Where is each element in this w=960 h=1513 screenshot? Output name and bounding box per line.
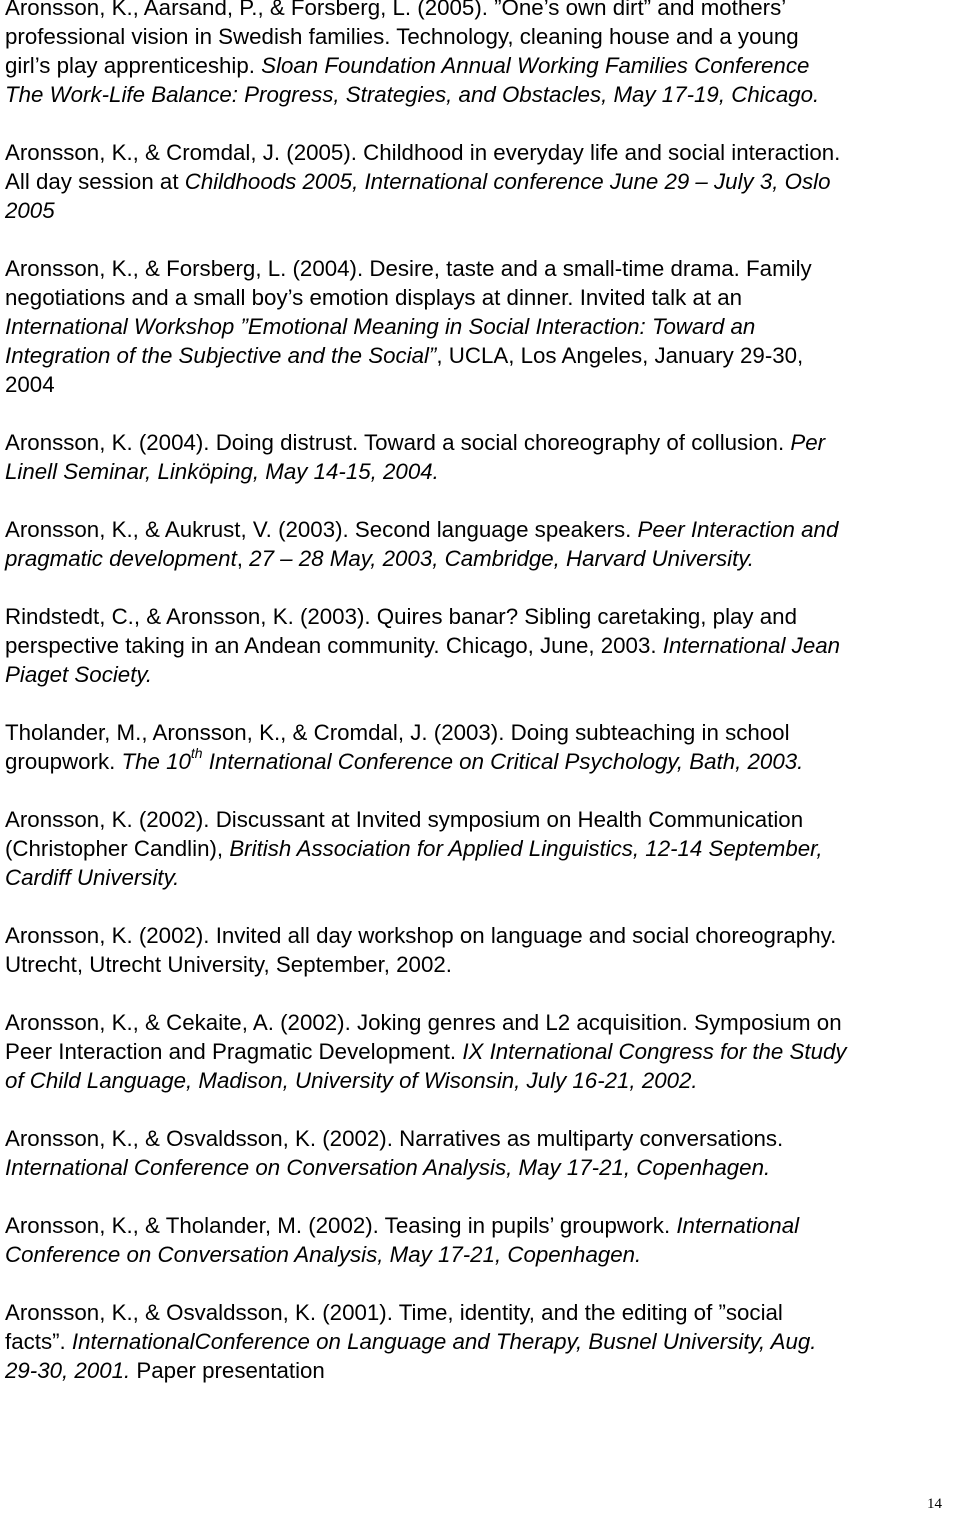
reference-entry (0, 138, 958, 225)
reference-line (5, 196, 958, 225)
reference-line (5, 341, 958, 370)
reference-line (5, 167, 958, 196)
reference-entry (0, 1298, 958, 1385)
reference-line (5, 950, 958, 979)
reference-line (5, 0, 958, 22)
reference-line (5, 1240, 958, 1269)
italic-text: Per (790, 430, 826, 455)
reference-line (5, 1066, 958, 1095)
reference-line (5, 515, 958, 544)
italic-text: The Work-Life Balance: Progress, Strategies, and Obstacles, May 17-19, Chicago. (5, 82, 820, 107)
italic-text: pragmatic development (5, 546, 237, 571)
reference-text: Aronsson, K., & Forsberg, L. (2004). Desire, taste and a small-time drama. Family (5, 256, 812, 281)
italic-text: Piaget Society. (5, 662, 153, 687)
reference-line (5, 602, 958, 631)
italic-text: 29-30, 2001. (5, 1358, 131, 1383)
reference-text: groupwork. (5, 749, 122, 774)
italic-text: Cardiff University. (5, 865, 180, 890)
italic-text: InternationalConference on Language and Therapy, Busnel University, Aug. (71, 1329, 817, 1354)
reference-text: All day session at (5, 169, 185, 194)
reference-line (5, 921, 958, 950)
reference-line (5, 254, 958, 283)
reference-line (5, 1327, 958, 1356)
reference-entry (0, 1124, 958, 1182)
reference-entry (0, 1211, 958, 1269)
italic-text: International Conference on Critical Psychology, Bath, 2003. (202, 749, 804, 774)
italic-text: International Conference on Conversation Analysis, May 17-21, Copenhagen. (5, 1155, 771, 1180)
italic-text: of Child Language, Madison, University of Wisonsin, July 16-21, 2002. (5, 1068, 698, 1093)
reference-line (5, 370, 958, 399)
reference-text: Aronsson, K., & Cekaite, A. (2002). Joking genres and L2 acquisition. Symposium on (5, 1010, 842, 1035)
reference-text: facts”. (5, 1329, 72, 1354)
italic-text: 27 – 28 May, 2003, Cambridge, Harvard University. (249, 546, 754, 571)
reference-text: Rindstedt, C., & Aronsson, K. (2003). Quires banar? Sibling caretaking, play and (5, 604, 797, 629)
italic-text: International (676, 1213, 800, 1238)
reference-text: (Christopher Candlin), (5, 836, 230, 861)
italic-text: Childhoods 2005, International conference June 29 – July 3, Oslo (184, 169, 831, 194)
reference-text: girl’s play apprenticeship. (5, 53, 262, 78)
reference-line (5, 718, 958, 747)
reference-line (5, 863, 958, 892)
reference-line (5, 747, 958, 776)
italic-text: Sloan Foundation Annual Working Families Conference (261, 53, 810, 78)
reference-text: professional vision in Swedish families. Technology, cleaning house and a young (5, 24, 799, 49)
reference-line (5, 1356, 958, 1385)
reference-text: Aronsson, K., & Osvaldsson, K. (2002). Narratives as multiparty conversations. (5, 1126, 784, 1151)
reference-line (5, 544, 958, 573)
reference-entry (0, 254, 958, 399)
italic-text: International Jean (662, 633, 841, 658)
reference-entry (0, 428, 958, 486)
reference-text: negotiations and a small boy’s emotion displays at dinner. Invited talk at an (5, 285, 743, 310)
reference-text: Aronsson, K., & Tholander, M. (2002). Teasing in pupils’ groupwork. (5, 1213, 677, 1238)
reference-entry (0, 0, 958, 109)
reference-line (5, 1124, 958, 1153)
reference-line (5, 457, 958, 486)
reference-line (5, 660, 958, 689)
reference-entry (0, 602, 958, 689)
italic-text: IX International Congress for the Study (462, 1039, 847, 1064)
reference-text: Paper presentation (130, 1358, 325, 1383)
reference-text: Tholander, M., Aronsson, K., & Cromdal, J. (2003). Doing subteaching in school (5, 720, 790, 745)
italic-text: Integration of the Subjective and the Social” (5, 343, 437, 368)
reference-line (5, 22, 958, 51)
reference-line (5, 312, 958, 341)
reference-line (5, 51, 958, 80)
italic-text: 2005 (5, 198, 55, 223)
reference-line (5, 80, 958, 109)
italic-text: Peer Interaction and (637, 517, 839, 542)
reference-text: perspective taking in an Andean community. Chicago, June, 2003. (5, 633, 663, 658)
reference-text: Aronsson, K. (2004). Doing distrust. Toward a social choreography of collusion. (5, 430, 791, 455)
reference-text: Aronsson, K., Aarsand, P., & Forsberg, L. (2005). ”One’s own dirt” and mothers’ (5, 0, 787, 20)
reference-line (5, 1008, 958, 1037)
reference-entry (0, 921, 958, 979)
reference-entry (0, 805, 958, 892)
reference-text: Utrecht, Utrecht University, September, 2002. (5, 952, 452, 977)
reference-line (5, 1153, 958, 1182)
reference-text: , UCLA, Los Angeles, January 29-30, (436, 343, 804, 368)
italic-text: Conference on Conversation Analysis, May 17-21, Copenhagen. (5, 1242, 642, 1267)
reference-text: 2004 (5, 372, 55, 397)
reference-text: Aronsson, K. (2002). Discussant at Invited symposium on Health Communication (5, 807, 804, 832)
reference-line (5, 138, 958, 167)
italic-text: The 10 (121, 749, 191, 774)
reference-text: Peer Interaction and Pragmatic Development. (5, 1039, 463, 1064)
reference-entry (0, 515, 958, 573)
italic-text: Linell Seminar, Linköping, May 14-15, 2004. (5, 459, 439, 484)
reference-line (5, 1037, 958, 1066)
italic-text: British Association for Applied Linguistics, 12-14 September, (229, 836, 823, 861)
reference-line (5, 1298, 958, 1327)
italic-text: International Workshop ”Emotional Meaning in Social Interaction: Toward an (5, 314, 756, 339)
reference-line (5, 283, 958, 312)
reference-entry (0, 1008, 958, 1095)
reference-text: Aronsson, K., & Aukrust, V. (2003). Second language speakers. (5, 517, 638, 542)
superscript-text: th (190, 745, 203, 761)
reference-line (5, 428, 958, 457)
reference-text: Aronsson, K., & Osvaldsson, K. (2001). Time, identity, and the editing of ”social (5, 1300, 783, 1325)
reference-text: Aronsson, K. (2002). Invited all day workshop on language and social choreography. (5, 923, 837, 948)
reference-line (5, 834, 958, 863)
reference-text: , (236, 546, 250, 571)
reference-text: Aronsson, K., & Cromdal, J. (2005). Childhood in everyday life and social interaction. (5, 140, 841, 165)
reference-line (5, 805, 958, 834)
page-number: 14 (927, 1496, 942, 1512)
reference-line (5, 1211, 958, 1240)
reference-line (5, 631, 958, 660)
reference-entry (0, 718, 958, 776)
